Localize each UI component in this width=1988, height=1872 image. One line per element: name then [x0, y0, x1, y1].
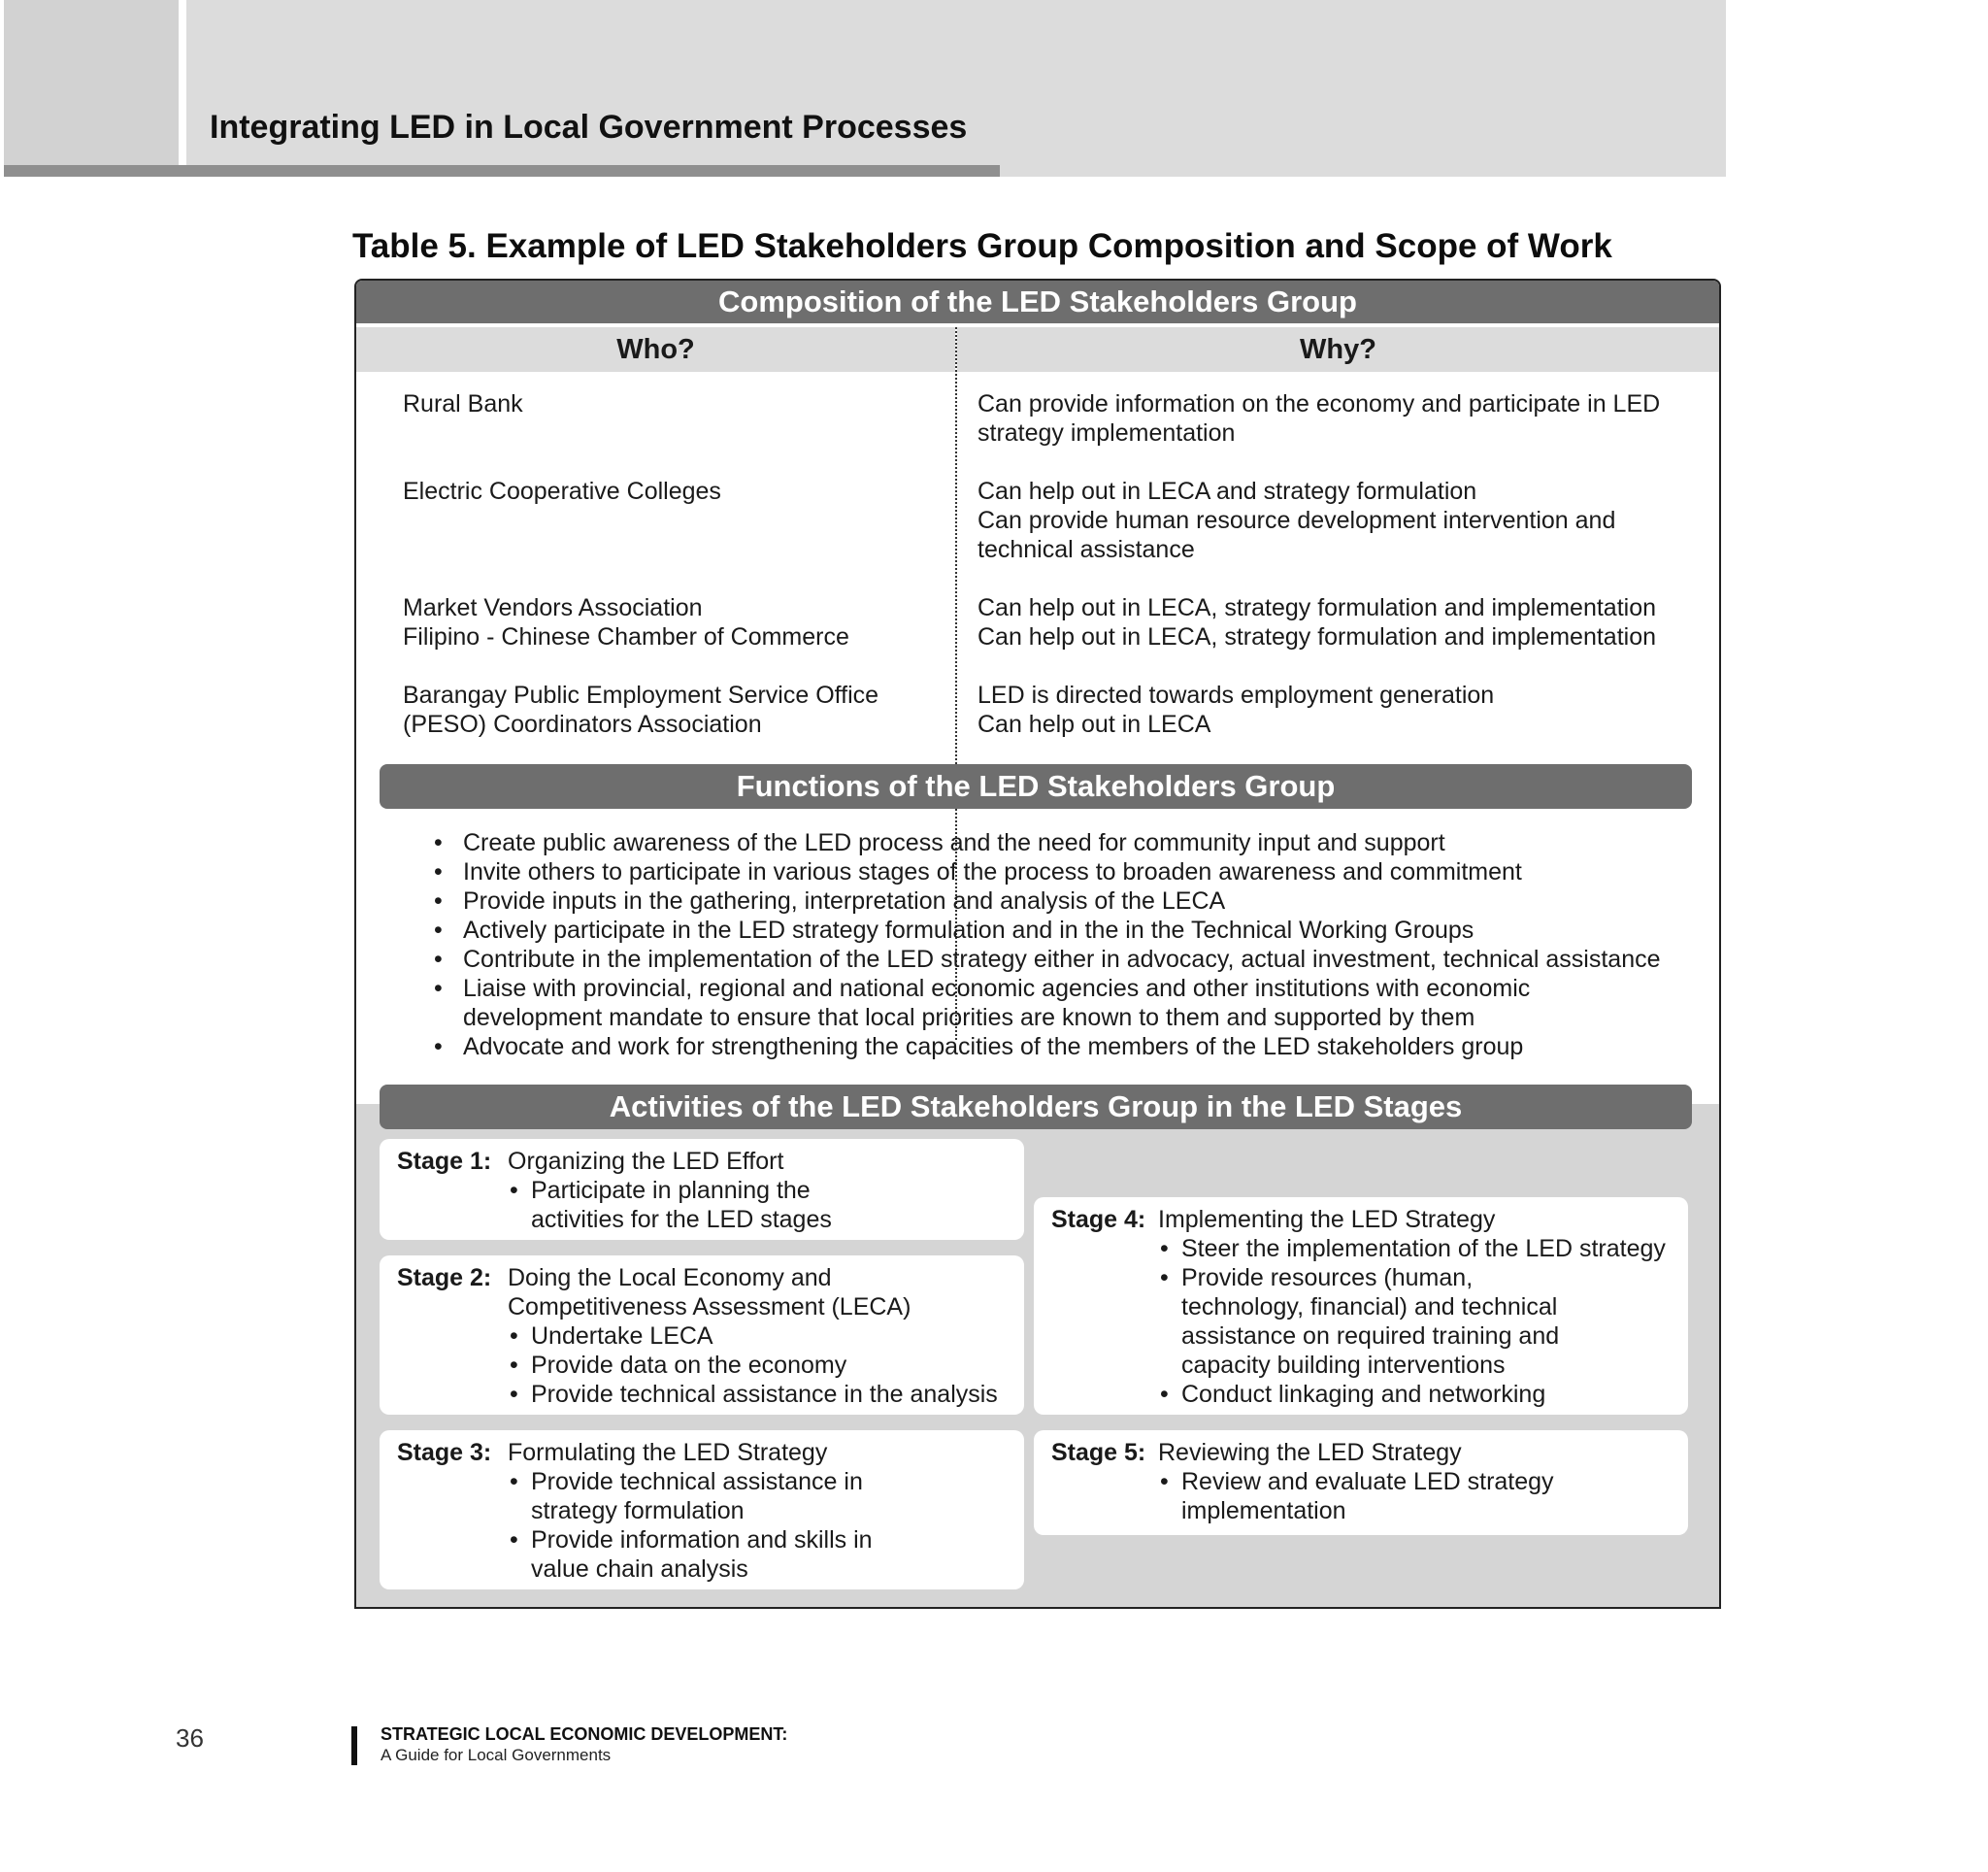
list-item: • Liaise with provincial, regional and national economic agencies and other institutions with economic development mandate to ensure that local priorities are known to them and supported by them — [434, 974, 1570, 1032]
why-cell: Can provide information on the economy and participate in LED strategy implementation — [977, 390, 1661, 447]
stage-title: Formulating the LED Strategy — [508, 1439, 828, 1466]
who-cell: Market Vendors Association Filipino - Chinese Chamber of Commerce — [403, 594, 849, 651]
stage-label: Stage 5: — [1051, 1439, 1146, 1466]
stage-title: Doing the Local Economy and Competitiveness Assessment (LECA) — [508, 1264, 911, 1320]
list-item: • Provide information and skills in value chain analysis — [508, 1525, 877, 1584]
list-item: • Advocate and work for strengthening the capacities of the members of the LED stakeholders group — [434, 1032, 1686, 1061]
stage-title: Reviewing the LED Strategy — [1158, 1439, 1462, 1466]
stage-label: Stage 1: — [397, 1148, 492, 1175]
list-item: • Undertake LECA — [508, 1321, 1012, 1351]
footer-title: STRATEGIC LOCAL ECONOMIC DEVELOPMENT: — [381, 1724, 788, 1744]
footer-subtitle: A Guide for Local Governments — [381, 1746, 612, 1764]
list-item: • Actively participate in the LED strategy formulation and in the in the Technical Working Groups — [434, 916, 1686, 945]
list-item: • Invite others to participate in various stages of the process to broaden awareness and commitment — [434, 857, 1686, 886]
stage-label: Stage 2: — [397, 1264, 492, 1291]
who-cell: Electric Cooperative Colleges — [403, 478, 721, 505]
why-cell: Can help out in LECA, strategy formulation and implementation Can help out in LECA, strategy formulation and implementation — [977, 594, 1656, 651]
table-title: Table 5. Example of LED Stakeholders Group Composition and Scope of Work — [352, 227, 1612, 265]
functions-heading: Functions of the LED Stakeholders Group — [380, 764, 1692, 809]
list-item: • Provide technical assistance in the analysis — [508, 1380, 1012, 1409]
why-column-header: Why? — [957, 327, 1719, 372]
list-item: • Participate in planning the activities for the LED stages — [508, 1176, 896, 1234]
stage-2-box — [380, 1255, 1024, 1415]
stage-4-box — [1034, 1197, 1688, 1415]
stage-5-box — [1034, 1430, 1688, 1535]
page-number: 36 — [176, 1723, 204, 1753]
stage-label: Stage 3: — [397, 1439, 492, 1466]
stage-title: Organizing the LED Effort — [508, 1148, 784, 1175]
stage-1-box — [380, 1139, 1024, 1240]
list-item: • Provide resources (human, technology, financial) and technical assistance on required training and capacity building interventions — [1158, 1263, 1599, 1380]
functions-list — [434, 828, 1686, 1061]
list-item: • Provide technical assistance in strategy formulation — [508, 1467, 877, 1525]
list-item: • Conduct linkaging and networking — [1158, 1380, 1673, 1409]
stage-items — [508, 1467, 877, 1584]
header-underline — [4, 165, 1000, 177]
why-cell: LED is directed towards employment generation Can help out in LECA — [977, 682, 1495, 738]
stage-items — [508, 1321, 1012, 1409]
header-divider — [179, 0, 186, 165]
stage-items — [508, 1176, 896, 1234]
header-band — [4, 0, 1726, 177]
why-cell: Can help out in LECA and strategy formulation Can provide human resource development intervention and technical assistance — [977, 478, 1616, 563]
stage-3-box — [380, 1430, 1024, 1589]
stage-items — [1158, 1467, 1566, 1525]
footer-rule — [351, 1726, 357, 1765]
list-item: • Steer the implementation of the LED strategy — [1158, 1234, 1673, 1263]
list-item: • Contribute in the implementation of the LED strategy either in advocacy, actual investment, technical assistance — [434, 945, 1686, 974]
stage-label: Stage 4: — [1051, 1206, 1146, 1233]
stage-items — [1158, 1234, 1673, 1409]
header-tab — [4, 0, 179, 165]
list-item: • Create public awareness of the LED process and the need for community input and support — [434, 828, 1686, 857]
who-column-header: Who? — [356, 327, 955, 372]
list-item: • Review and evaluate LED strategy implementation — [1158, 1467, 1566, 1525]
composition-heading: Composition of the LED Stakeholders Group — [356, 281, 1719, 323]
stage-title: Implementing the LED Strategy — [1158, 1206, 1496, 1233]
who-cell: Barangay Public Employment Service Office (PESO) Coordinators Association — [403, 682, 879, 738]
chapter-title: Integrating LED in Local Government Processes — [210, 109, 968, 146]
list-item: • Provide data on the economy — [508, 1351, 1012, 1380]
list-item: • Provide inputs in the gathering, interpretation and analysis of the LECA — [434, 886, 1686, 916]
activities-heading: Activities of the LED Stakeholders Group in the LED Stages — [380, 1085, 1692, 1129]
stakeholders-table — [354, 279, 1721, 1609]
who-cell: Rural Bank — [403, 390, 523, 418]
